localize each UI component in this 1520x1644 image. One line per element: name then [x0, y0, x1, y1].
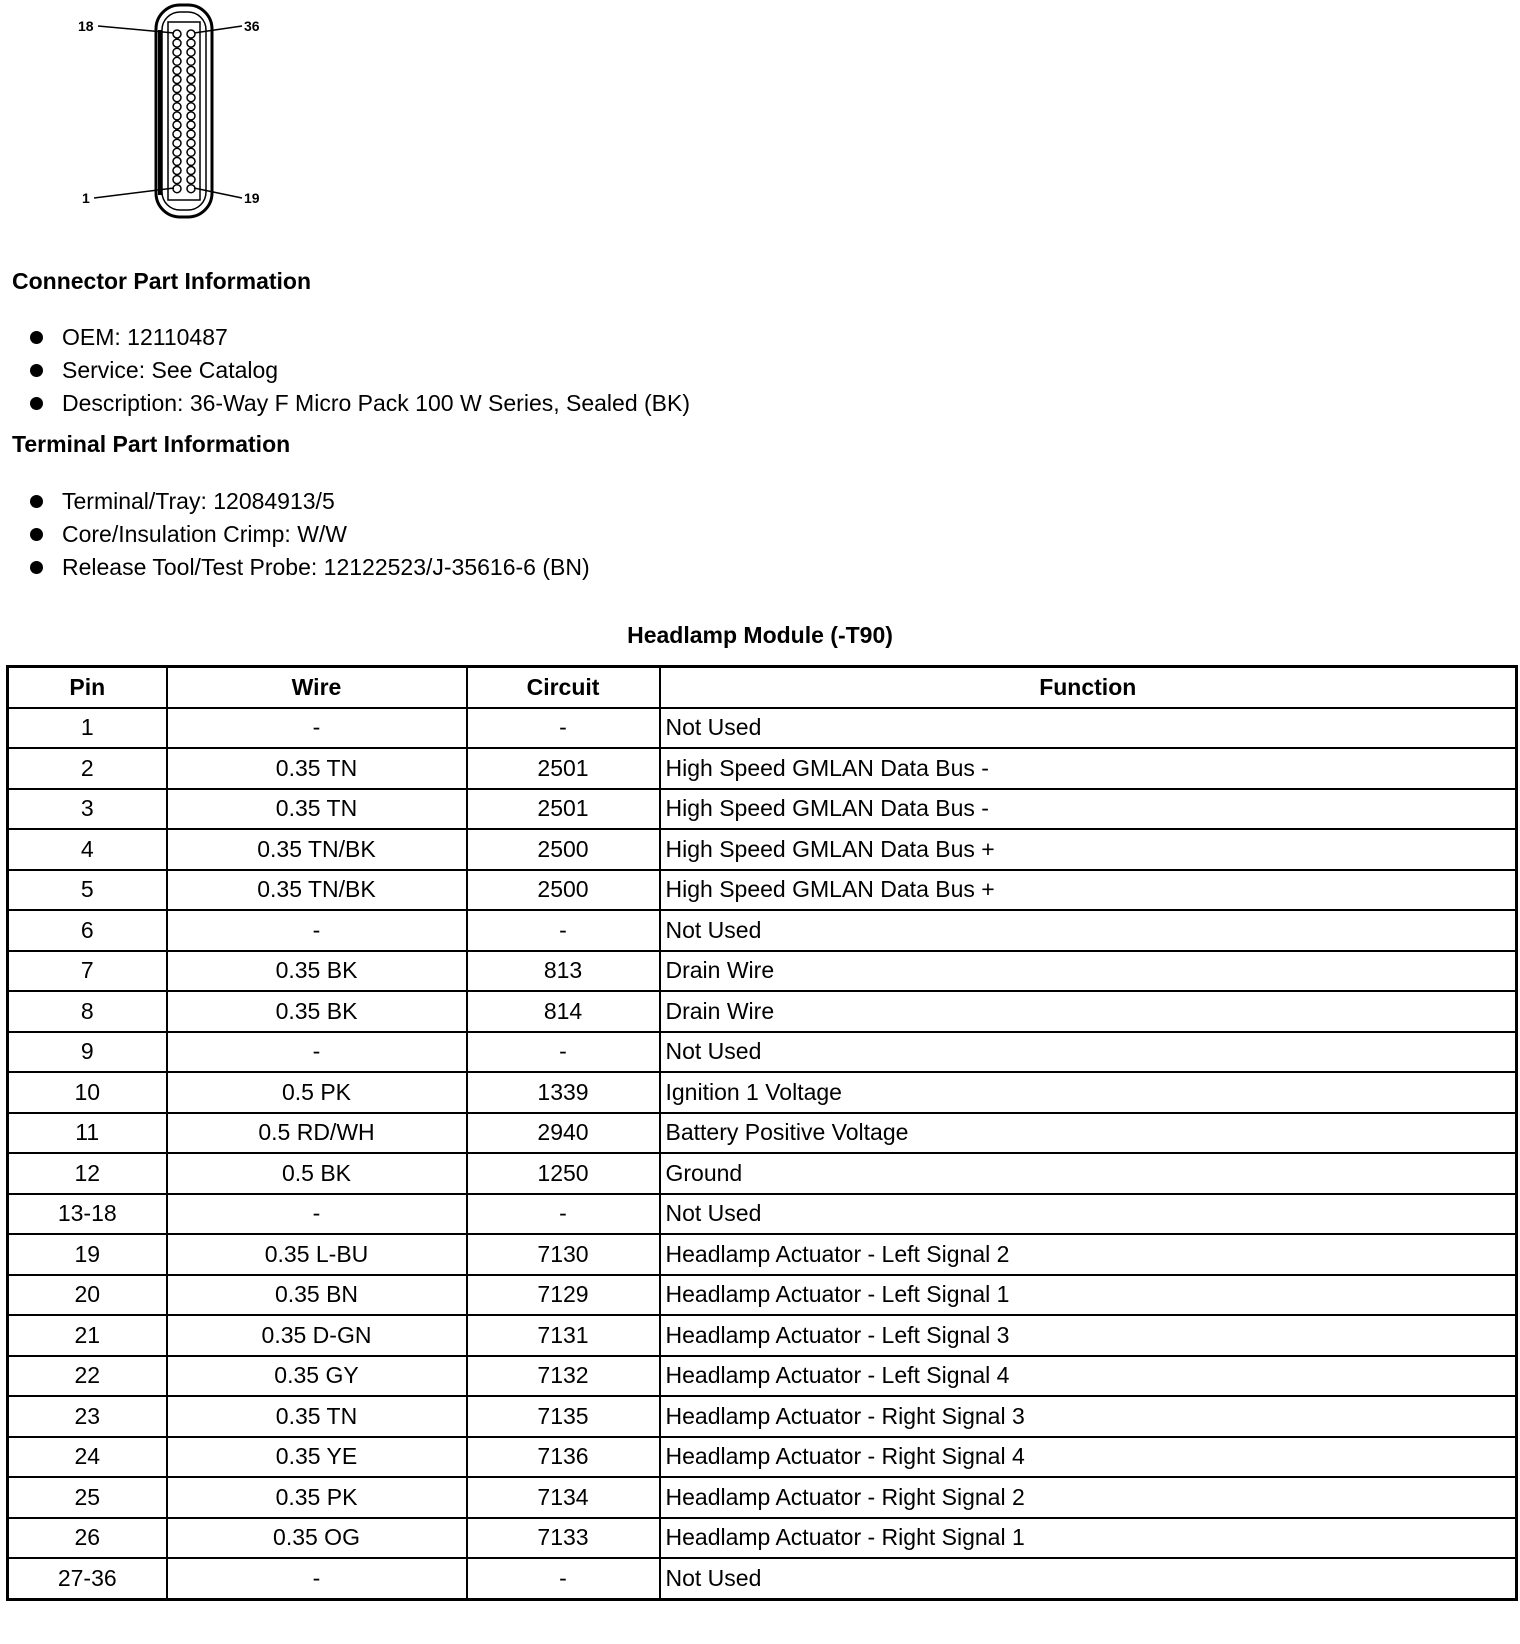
- pin-cavity: [187, 57, 195, 65]
- cell-circuit: 7135: [467, 1396, 660, 1437]
- cell-pin: 13-18: [8, 1194, 167, 1235]
- cell-wire: 0.35 BN: [167, 1275, 467, 1316]
- pin-cavity: [187, 94, 195, 102]
- table-row: [8, 1477, 1517, 1518]
- cell-wire: 0.35 BK: [167, 951, 467, 992]
- table-row: [8, 708, 1517, 749]
- cell-circuit: 7130: [467, 1234, 660, 1275]
- table-row: [8, 1518, 1517, 1559]
- cell-pin: 27-36: [8, 1558, 167, 1599]
- table-row: [8, 870, 1517, 911]
- cell-function: Headlamp Actuator - Left Signal 4: [660, 1356, 1517, 1397]
- cell-circuit: 7129: [467, 1275, 660, 1316]
- bullet-icon: [30, 495, 43, 508]
- pin-cavity: [173, 112, 181, 120]
- cell-function: Headlamp Actuator - Left Signal 1: [660, 1275, 1517, 1316]
- cell-pin: 19: [8, 1234, 167, 1275]
- item-text: Terminal/Tray: 12084913/5: [62, 488, 335, 514]
- cell-function: Headlamp Actuator - Right Signal 2: [660, 1477, 1517, 1518]
- cell-circuit: -: [467, 1194, 660, 1235]
- table-row: [8, 789, 1517, 830]
- cell-pin: 3: [8, 789, 167, 830]
- pin-cavity: [187, 112, 195, 120]
- pin-cavity: [173, 66, 181, 74]
- cell-wire: 0.5 BK: [167, 1153, 467, 1194]
- cell-wire: 0.35 L-BU: [167, 1234, 467, 1275]
- table-row: [8, 1072, 1517, 1113]
- pin-cavity: [187, 167, 195, 175]
- pin-cavity: [187, 130, 195, 138]
- table-row: [8, 1153, 1517, 1194]
- cell-wire: -: [167, 1558, 467, 1599]
- cell-pin: 6: [8, 910, 167, 951]
- pin-label-36: 36: [244, 18, 260, 34]
- table-header-row: [8, 667, 1517, 708]
- cell-circuit: 7131: [467, 1315, 660, 1356]
- table-row: [8, 1315, 1517, 1356]
- table-row: [8, 1234, 1517, 1275]
- pin-cavity: [187, 85, 195, 93]
- pin-cavity: [173, 76, 181, 84]
- pin-cavity: [173, 185, 181, 193]
- cell-circuit: 2501: [467, 789, 660, 830]
- pin-cavity: [187, 185, 195, 193]
- cell-function: High Speed GMLAN Data Bus -: [660, 789, 1517, 830]
- cell-pin: 9: [8, 1032, 167, 1073]
- list-item: [30, 551, 590, 584]
- cell-wire: 0.5 RD/WH: [167, 1113, 467, 1154]
- table-row: [8, 1396, 1517, 1437]
- cell-circuit: 1250: [467, 1153, 660, 1194]
- item-text: OEM: 12110487: [62, 324, 228, 350]
- pin-cavity: [173, 48, 181, 56]
- cell-wire: 0.35 TN/BK: [167, 870, 467, 911]
- bullet-icon: [30, 364, 43, 377]
- table-row: [8, 1194, 1517, 1235]
- item-text: Service: See Catalog: [62, 357, 279, 383]
- cell-pin: 21: [8, 1315, 167, 1356]
- table-row: [8, 1437, 1517, 1478]
- terminal-info-list: [30, 485, 590, 584]
- connector-face-diagram: [70, 0, 300, 225]
- cell-circuit: 2500: [467, 829, 660, 870]
- cell-circuit: 2501: [467, 748, 660, 789]
- cell-wire: 0.35 PK: [167, 1477, 467, 1518]
- cell-wire: 0.35 TN: [167, 1396, 467, 1437]
- item-text: Core/Insulation Crimp: W/W: [62, 521, 348, 547]
- bullet-icon: [30, 561, 43, 574]
- cell-wire: -: [167, 910, 467, 951]
- table-row: [8, 1356, 1517, 1397]
- terminal-info-heading: Terminal Part Information: [12, 431, 291, 457]
- cell-pin: 23: [8, 1396, 167, 1437]
- item-text: Description: 36-Way F Micro Pack 100 W Series, Sealed (BK): [62, 390, 691, 416]
- cell-pin: 1: [8, 708, 167, 749]
- cell-wire: 0.35 GY: [167, 1356, 467, 1397]
- cell-function: Drain Wire: [660, 991, 1517, 1032]
- header-circuit: Circuit: [467, 667, 660, 708]
- cell-circuit: -: [467, 1032, 660, 1073]
- table-row: [8, 1113, 1517, 1154]
- pinout-table: [6, 665, 1518, 1601]
- cell-wire: 0.5 PK: [167, 1072, 467, 1113]
- cell-function: Not Used: [660, 1032, 1517, 1073]
- pin-label-18: 18: [78, 18, 94, 34]
- cell-circuit: 813: [467, 951, 660, 992]
- cell-function: Battery Positive Voltage: [660, 1113, 1517, 1154]
- pin-cavity: [173, 57, 181, 65]
- cell-function: Ground: [660, 1153, 1517, 1194]
- cell-wire: -: [167, 1194, 467, 1235]
- cell-wire: 0.35 YE: [167, 1437, 467, 1478]
- table-row: [8, 1032, 1517, 1073]
- cell-wire: 0.35 OG: [167, 1518, 467, 1559]
- header-wire: Wire: [167, 667, 467, 708]
- cell-function: Not Used: [660, 708, 1517, 749]
- cell-function: Headlamp Actuator - Right Signal 1: [660, 1518, 1517, 1559]
- table-row: [8, 748, 1517, 789]
- table-row: [8, 829, 1517, 870]
- cell-circuit: 7136: [467, 1437, 660, 1478]
- pin-cavity: [173, 103, 181, 111]
- cell-function: Headlamp Actuator - Right Signal 4: [660, 1437, 1517, 1478]
- pin-cavity: [187, 148, 195, 156]
- pin-cavity: [187, 103, 195, 111]
- table-row: [8, 1558, 1517, 1599]
- cell-function: High Speed GMLAN Data Bus +: [660, 829, 1517, 870]
- cell-function: Not Used: [660, 1558, 1517, 1599]
- pin-cavity: [173, 121, 181, 129]
- cell-pin: 24: [8, 1437, 167, 1478]
- cell-circuit: 7133: [467, 1518, 660, 1559]
- cell-wire: 0.35 D-GN: [167, 1315, 467, 1356]
- cell-function: Not Used: [660, 1194, 1517, 1235]
- table-row: [8, 910, 1517, 951]
- header-pin: Pin: [8, 667, 167, 708]
- list-item: [30, 518, 590, 551]
- table-row: [8, 991, 1517, 1032]
- cell-pin: 12: [8, 1153, 167, 1194]
- header-function: Function: [660, 667, 1517, 708]
- bullet-icon: [30, 528, 43, 541]
- cell-pin: 10: [8, 1072, 167, 1113]
- pin-label-1: 1: [82, 190, 90, 206]
- cell-pin: 4: [8, 829, 167, 870]
- cell-wire: 0.35 TN: [167, 789, 467, 830]
- cell-function: Drain Wire: [660, 951, 1517, 992]
- cell-function: High Speed GMLAN Data Bus -: [660, 748, 1517, 789]
- pin-cavity: [187, 121, 195, 129]
- cell-pin: 25: [8, 1477, 167, 1518]
- connector-info-list: [30, 321, 690, 420]
- pin-cavity: [173, 130, 181, 138]
- list-item: [30, 485, 590, 518]
- cell-pin: 22: [8, 1356, 167, 1397]
- pin-cavity: [173, 167, 181, 175]
- cell-circuit: 7134: [467, 1477, 660, 1518]
- cell-wire: 0.35 TN: [167, 748, 467, 789]
- cell-circuit: -: [467, 708, 660, 749]
- pin-cavity: [173, 30, 181, 38]
- cell-circuit: 2500: [467, 870, 660, 911]
- bullet-icon: [30, 397, 43, 410]
- table-row: [8, 951, 1517, 992]
- cell-function: Ignition 1 Voltage: [660, 1072, 1517, 1113]
- pin-cavity: [173, 176, 181, 184]
- cell-pin: 8: [8, 991, 167, 1032]
- pin-cavity: [173, 139, 181, 147]
- cell-pin: 2: [8, 748, 167, 789]
- cell-circuit: 814: [467, 991, 660, 1032]
- pin-cavity: [173, 94, 181, 102]
- cell-function: Headlamp Actuator - Left Signal 3: [660, 1315, 1517, 1356]
- pin-cavity: [187, 157, 195, 165]
- cell-wire: -: [167, 1032, 467, 1073]
- connector-info-heading: Connector Part Information: [12, 268, 312, 294]
- item-text: Release Tool/Test Probe: 12122523/J-35616-6 (BN): [62, 554, 590, 580]
- cell-function: Not Used: [660, 910, 1517, 951]
- cell-pin: 11: [8, 1113, 167, 1154]
- cell-pin: 20: [8, 1275, 167, 1316]
- cell-circuit: -: [467, 910, 660, 951]
- connector-pins: [173, 30, 195, 193]
- pin-cavity: [173, 157, 181, 165]
- pin-cavity: [187, 176, 195, 184]
- cell-circuit: 7132: [467, 1356, 660, 1397]
- pin-cavity: [187, 30, 195, 38]
- cell-pin: 7: [8, 951, 167, 992]
- pin-cavity: [173, 39, 181, 47]
- pin-cavity: [173, 148, 181, 156]
- cell-function: High Speed GMLAN Data Bus +: [660, 870, 1517, 911]
- cell-function: Headlamp Actuator - Left Signal 2: [660, 1234, 1517, 1275]
- cell-wire: 0.35 BK: [167, 991, 467, 1032]
- pin-cavity: [187, 48, 195, 56]
- list-item: [30, 387, 690, 420]
- pin-cavity: [187, 39, 195, 47]
- pin-label-19: 19: [244, 190, 260, 206]
- pin-cavity: [187, 139, 195, 147]
- cell-circuit: 1339: [467, 1072, 660, 1113]
- cell-circuit: 2940: [467, 1113, 660, 1154]
- bullet-icon: [30, 331, 43, 344]
- cell-pin: 26: [8, 1518, 167, 1559]
- table-row: [8, 1275, 1517, 1316]
- cell-function: Headlamp Actuator - Right Signal 3: [660, 1396, 1517, 1437]
- list-item: [30, 354, 690, 387]
- cell-wire: 0.35 TN/BK: [167, 829, 467, 870]
- list-item: [30, 321, 690, 354]
- cell-circuit: -: [467, 1558, 660, 1599]
- pin-cavity: [187, 66, 195, 74]
- pin-cavity: [173, 85, 181, 93]
- table-title: Headlamp Module (-T90): [627, 622, 893, 648]
- pin-cavity: [187, 76, 195, 84]
- cell-pin: 5: [8, 870, 167, 911]
- cell-wire: -: [167, 708, 467, 749]
